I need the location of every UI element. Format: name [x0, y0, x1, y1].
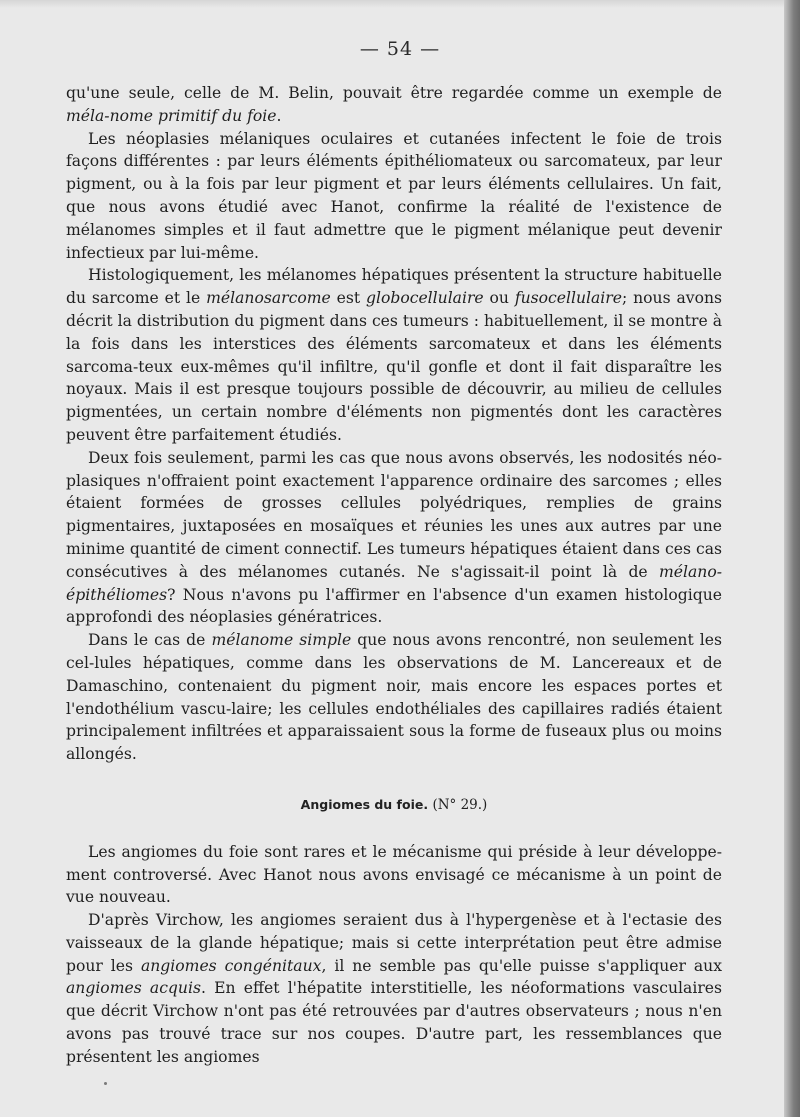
paragraph-4-text-a: Deux fois seulement, parmi les cas que nous avons observés, les nodosités néo-plasiques n'offraient point exactement l'apparence ordinaire des sarcomes ; elles étaient formées de grosses cellules polyédriques, remplies de grains pigmentaires, juxtaposées en mosaïques et réunies les unes aux autres par une minime quantité de ciment connectif. Les tumeurs hépatiques étaient dans ces cas consécutives à des mélanomes cutanés. Ne s'agissait-il point là de: [66, 448, 722, 581]
paragraph-3-italic-c: fusocellulaire: [514, 289, 622, 308]
page-number: — 54 —: [359, 38, 441, 60]
paragraph-7-text-a: D'après Virchow, les angiomes seraient dus à l'hypergenèse et à l'ectasie des vaisseaux de la glande hépatique; mais si cette interprétation peut être admise pour les: [66, 911, 722, 975]
paragraph-7: [66, 909, 722, 1069]
paragraph-5-italic-a: mélanome simple: [211, 631, 352, 650]
paragraph-3-italic-a: mélanosarcome: [206, 289, 331, 308]
paragraph-7-text-b: , il ne semble pas qu'elle puisse s'appliquer aux: [321, 956, 722, 975]
paragraph-1-text-a: qu'une seule, celle de M. Belin, pouvait être regardée comme un exemple de: [66, 84, 722, 102]
paragraph-3-text-c: ou: [483, 289, 515, 308]
paragraph-5: [66, 629, 722, 766]
paragraph-3-text-d: ; nous avons décrit la distribution du pigment dans ces tumeurs : habituellement, il se montre à la fois dans les interstices des éléments sarcomateux et dans les éléments sarcoma-teux eux-mêmes qu'il infiltre, qu'il gonfle et dont il fait disparaître les noyaux. Mais il est presque toujours possible de découvrir, au milieu de cellules pigmentées, un certain nombre d'éléments non pigmentés dont les caractères peuvent être parfaitement étudiés.: [66, 289, 722, 444]
paragraph-3-text-b: est: [330, 289, 366, 308]
paragraph-7-text-c: . En effet l'hépatite interstitielle, les néoformations vasculaires que décrit Virchow n'ont pas été retrouvées par d'autres observateurs ; nous n'en avons pas trouvé trace sur nos coupes. D'autre part, les ressemblances que présentent les angiomes: [66, 979, 723, 1066]
paragraph-7-italic-b: angiomes acquis: [66, 979, 201, 998]
page-top-edge: [0, 0, 800, 8]
paragraph-3-italic-b: globocellulaire: [365, 289, 484, 308]
paragraph-5-text-a: Dans le cas de: [88, 631, 212, 650]
paragraph-1-italic-a: méla-nome primitif du foie: [66, 106, 277, 125]
page-right-edge-shadow: [784, 0, 800, 1117]
body-text: [66, 82, 722, 1069]
paragraph-4-italic-a: mélano-épithéliomes: [66, 562, 722, 604]
section-heading: [66, 794, 722, 817]
paragraph-3-text-a: Histologiquement, les mélanomes hépatiques présentent la structure habituelle du sarcome et le: [66, 266, 722, 308]
paragraph-4-text-b: ? Nous n'avons pu l'affirmer en l'absence d'un examen histologique approfondi des néoplasies génératrices.: [66, 585, 722, 627]
paragraph-4: [66, 447, 722, 629]
paragraph-6: Les angiomes du foie sont rares et le mécanisme qui préside à leur développe-ment controversé. Avec Hanot nous avons envisagé ce mécanisme à un point de vue nouveau.: [66, 842, 722, 907]
paragraph-5-text-b: que nous avons rencontré, non seulement les cel-lules hépatiques, comme dans les observations de M. Lancereaux et de Damaschino, contenaient du pigment noir, mais encore les espaces portes et l'endothélium vascu-laire; les cellules endothéliales des capillaires radiés étaient principalement infiltrées et apparaissaient sous la forme de fuseaux plus ou moins allongés.: [66, 631, 722, 764]
paper-speck: [104, 1082, 107, 1085]
section-heading-title: Angiomes du foie.: [300, 796, 429, 812]
paragraph-2: Les néoplasies mélaniques oculaires et cutanées infectent le foie de trois façons différentes : par leurs éléments épithéliomateux ou sarcomateux, par leur pigment, ou à la fois par leur pigment et par leurs éléments cellulaires. Un fait, que nous avons étudié avec Hanot, confirme la réalité de l'existence de mélanomes simples et il faut admettre que le pigment mélanique peut devenir infectieux par lui-même.: [66, 129, 722, 262]
paragraph-1-text-b: .: [276, 106, 282, 125]
section-heading-number: (N° 29.): [432, 796, 488, 813]
paragraph-1: [66, 82, 722, 128]
paragraph-7-italic-a: angiomes congénitaux: [140, 956, 322, 975]
paragraph-3: [66, 264, 722, 446]
